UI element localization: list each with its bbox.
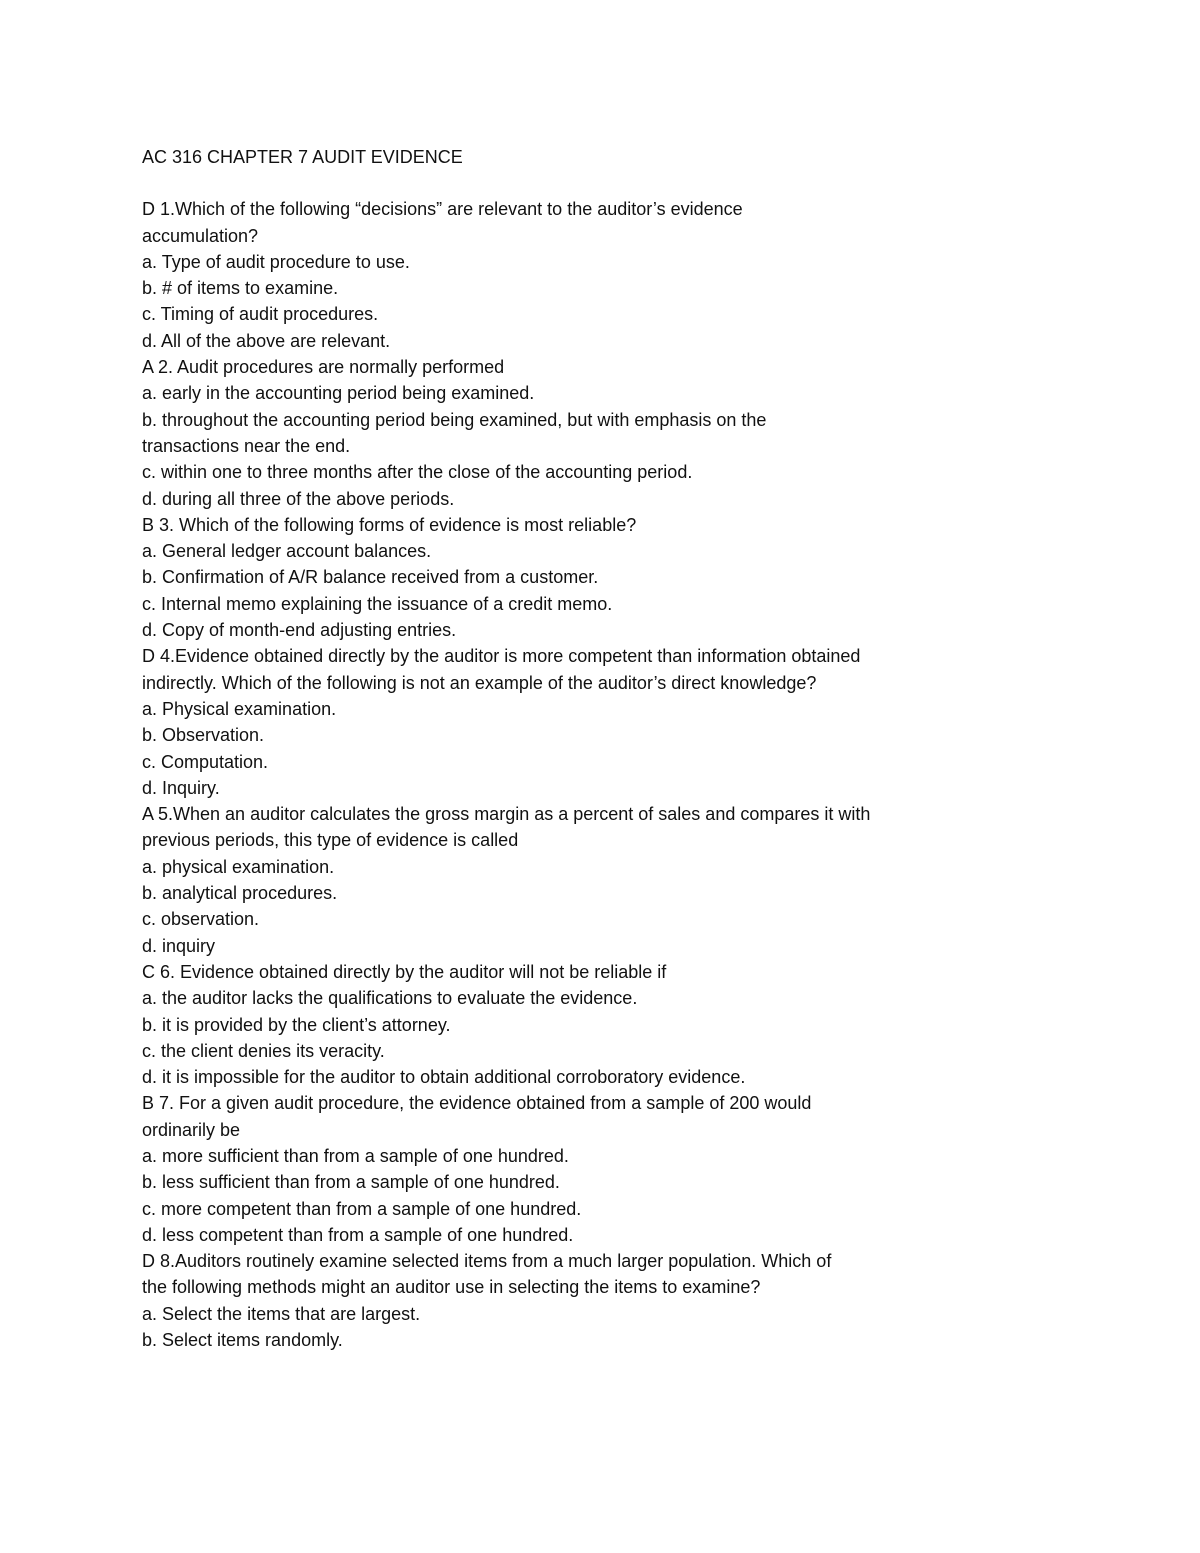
answer-option: a. General ledger account balances. <box>142 541 432 562</box>
answer-option: a. early in the accounting period being examined. <box>142 383 535 404</box>
question-text: B 3. Which of the following forms of evidence is most reliable? <box>142 514 637 535</box>
answer-option: c. Computation. <box>142 751 269 772</box>
question-3 <box>142 512 922 643</box>
question-text: D 8.Auditors routinely examine selected items from a much larger population. Which of the following methods might an auditor use in selecting the items to examine? <box>142 1251 832 1298</box>
answer-option: d. Inquiry. <box>142 777 220 798</box>
answer-option: d. it is impossible for the auditor to obtain additional corroboratory evidence. <box>142 1067 746 1088</box>
answer-option: b. # of items to examine. <box>142 278 339 299</box>
answer-option: c. Internal memo explaining the issuance of a credit memo. <box>142 593 613 614</box>
answer-option: d. All of the above are relevant. <box>142 330 391 351</box>
question-8 <box>142 1248 922 1353</box>
answer-option: a. Select the items that are largest. <box>142 1303 421 1324</box>
answer-option: b. Observation. <box>142 725 265 746</box>
answer-option: c. Timing of audit procedures. <box>142 304 379 325</box>
answer-option: d. less competent than from a sample of one hundred. <box>142 1224 574 1245</box>
answer-option: a. the auditor lacks the qualifications to evaluate the evidence. <box>142 988 638 1009</box>
answer-option: b. Confirmation of A/R balance received from a customer. <box>142 567 599 588</box>
answer-option: b. it is provided by the client’s attorney. <box>142 1014 451 1035</box>
document-content <box>142 144 922 1353</box>
answer-option: b. throughout the accounting period being examined, but with emphasis on the transactions near the end. <box>142 409 767 456</box>
question-text: D 4.Evidence obtained directly by the auditor is more competent than information obtained indirectly. Which of the following is not an example of the auditor’s direct knowledge? <box>142 646 861 693</box>
document-title: AC 316 CHAPTER 7 AUDIT EVIDENCE <box>142 147 463 167</box>
answer-option: c. within one to three months after the close of the accounting period. <box>142 462 693 483</box>
question-text: D 1.Which of the following “decisions” are relevant to the auditor’s evidence accumulation? <box>142 199 743 246</box>
answer-option: a. more sufficient than from a sample of one hundred. <box>142 1145 569 1166</box>
answer-option: a. Physical examination. <box>142 698 337 719</box>
question-6 <box>142 959 922 1090</box>
answer-option: b. analytical procedures. <box>142 883 338 904</box>
question-4 <box>142 643 922 801</box>
answer-option: b. less sufficient than from a sample of one hundred. <box>142 1172 560 1193</box>
answer-option: b. Select items randomly. <box>142 1330 343 1351</box>
question-text: A 5.When an auditor calculates the gross margin as a percent of sales and compares it with previous periods, this type of evidence is called <box>142 804 871 851</box>
question-5 <box>142 801 922 959</box>
answer-option: d. during all three of the above periods. <box>142 488 455 509</box>
question-1 <box>142 196 922 354</box>
question-2 <box>142 354 922 512</box>
question-text: C 6. Evidence obtained directly by the auditor will not be reliable if <box>142 961 667 982</box>
answer-option: c. the client denies its veracity. <box>142 1040 385 1061</box>
question-7 <box>142 1090 922 1248</box>
answer-option: c. more competent than from a sample of one hundred. <box>142 1198 582 1219</box>
answer-option: d. Copy of month-end adjusting entries. <box>142 620 457 641</box>
answer-option: a. Type of audit procedure to use. <box>142 251 410 272</box>
answer-option: a. physical examination. <box>142 856 335 877</box>
answer-option: d. inquiry <box>142 935 216 956</box>
answer-option: c. observation. <box>142 909 260 930</box>
question-text: B 7. For a given audit procedure, the evidence obtained from a sample of 200 would ordinarily be <box>142 1093 812 1140</box>
question-text: A 2. Audit procedures are normally performed <box>142 357 505 378</box>
